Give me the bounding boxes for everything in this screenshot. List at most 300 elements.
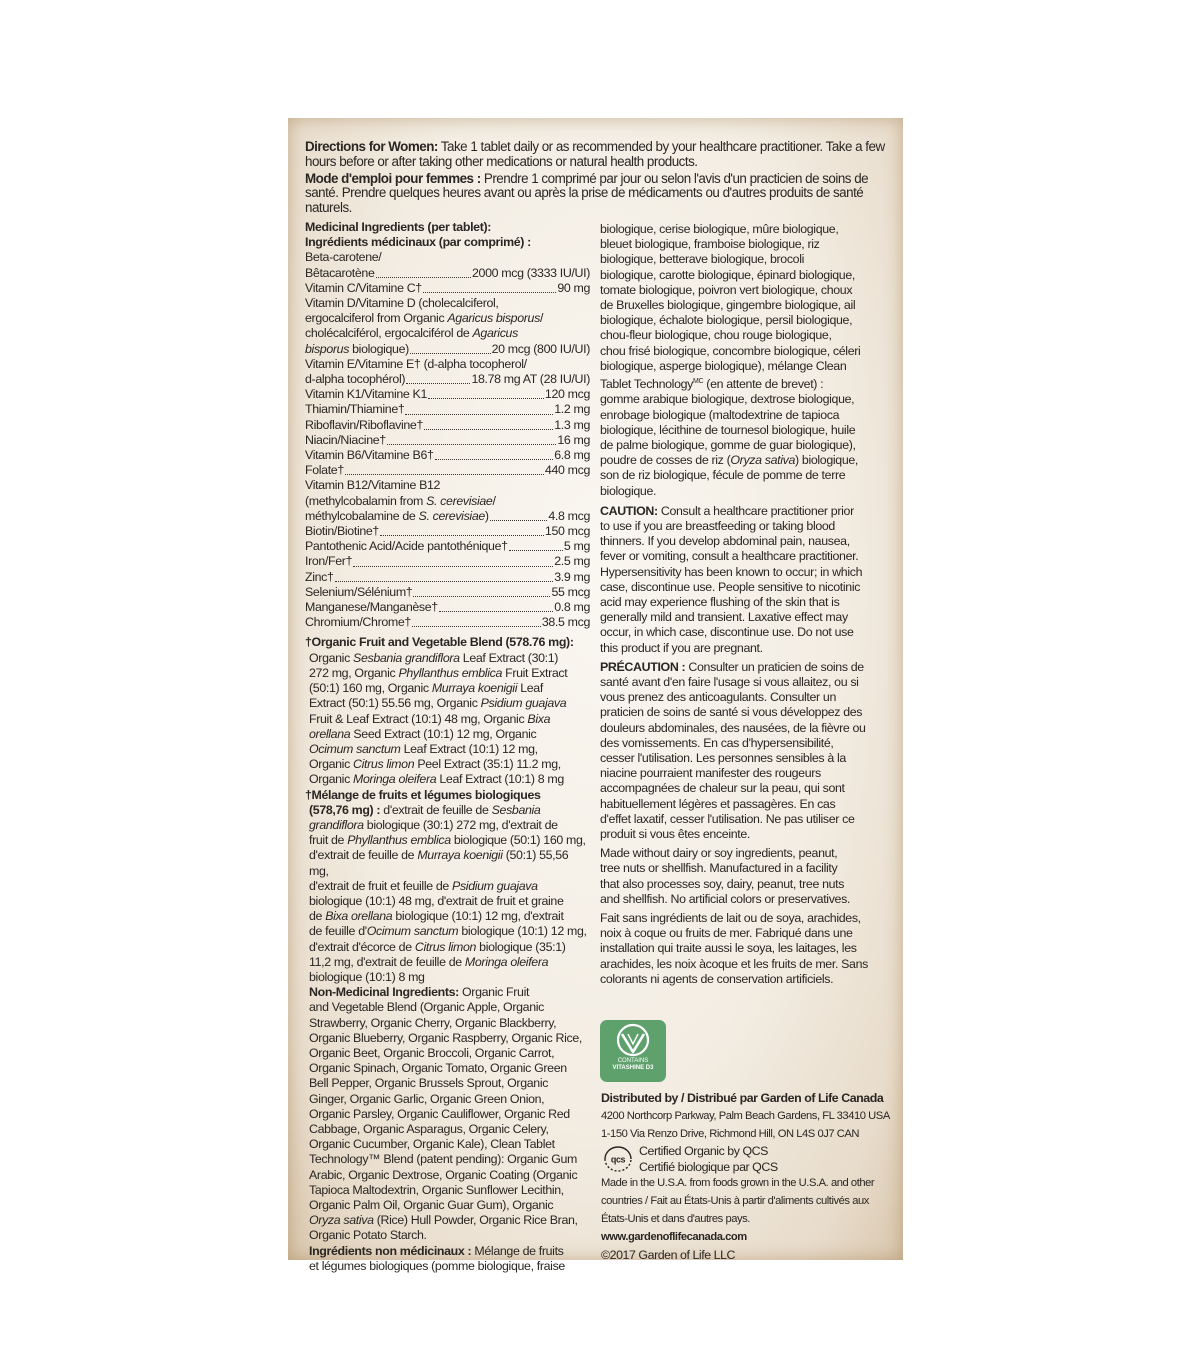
text-line — [600, 453, 885, 468]
text-span: Organic — [309, 650, 354, 665]
text-span: cholécalciférol, ergocalciférol de — [305, 326, 473, 341]
text-line — [309, 742, 590, 757]
ingredient-row — [305, 509, 590, 524]
ingredient-row — [305, 372, 590, 387]
ingredient-amount: 440 mcg — [544, 463, 590, 478]
text-span: case, discontinue use. People sensitive to nicotinic — [600, 579, 861, 594]
ingredient-rows-group — [305, 387, 590, 478]
italic-span: Ocimum sanctum — [366, 924, 459, 939]
ingredient-line: Vitamin B12/Vitamine B12 — [305, 478, 441, 493]
text-span: Leaf Extract (10:1) 8 mg — [436, 772, 564, 787]
badge-line1: CONTAINS — [617, 1058, 649, 1064]
ingredient-line — [305, 494, 590, 509]
text-line — [309, 651, 590, 666]
text-span: Arabic, Organic Dextrose, Organic Coating (Organic — [309, 1167, 578, 1182]
ingredient-row — [305, 266, 590, 281]
text-span: this product if you are pregnant. — [600, 640, 763, 655]
text-line — [600, 580, 885, 595]
text-line: tomate biologique, poivron vert biologique, choux — [600, 282, 853, 297]
ingredient-row — [305, 342, 590, 357]
dot-leader — [509, 550, 563, 551]
text-span: poudre de cosses de riz ( — [600, 453, 731, 468]
ingredient-name: Vitamin C/Vitamine C† — [305, 280, 422, 295]
ingredient-name: d-alpha tocophérol) — [305, 372, 406, 387]
caution-block — [600, 504, 885, 656]
text-line — [309, 955, 590, 970]
text-line — [309, 879, 590, 894]
text-line: de palme biologique, gomme de guar biologique), — [600, 437, 856, 452]
text-line — [309, 1198, 590, 1213]
text-span: (en attente de brevet) : — [703, 377, 824, 392]
text-span: Technology™ Blend (patent pending): Organic Gum — [309, 1152, 578, 1167]
text-span: Organic — [309, 772, 354, 787]
text-line — [600, 751, 885, 766]
ingredient-name: Zinc† — [305, 569, 334, 584]
dot-leader — [335, 581, 554, 582]
text-span: des vomissements. En cas d'hypersensibilité, — [600, 735, 834, 750]
address-us: 4200 Northcorp Parkway, Palm Beach Gardens, FL 33410 USA — [601, 1109, 890, 1122]
text-span: Consulter un praticien de soins de — [685, 659, 864, 674]
text-line: biologique, lécithine de tournesol biologique, huile — [600, 422, 856, 437]
text-span: Seed Extract (10:1) 12 mg, Organic — [350, 726, 537, 741]
dot-leader — [412, 626, 541, 627]
ingredient-amount: 6.8 mg — [554, 448, 590, 463]
text-span: Tablet Technology — [600, 377, 694, 392]
precaution-block — [600, 660, 885, 842]
text-line: chou-fleur biologique, chou rouge biologique, — [600, 328, 832, 343]
text-span: Organic Cucumber, Organic Kale), Clean Tablet — [309, 1137, 555, 1152]
vitashine-badge — [600, 1020, 666, 1082]
cert-en: Certified Organic by QCS — [639, 1144, 768, 1159]
text-line — [600, 595, 885, 610]
text-line — [309, 1031, 590, 1046]
text-line: and shellfish. No artificial colors or preservatives. — [600, 891, 851, 906]
text-span: ) biologique, — [795, 453, 859, 468]
ingredient-name: Biotin/Biotine† — [305, 524, 379, 539]
precaution-label: PRÉCAUTION : — [600, 659, 686, 674]
ingredient-row — [305, 387, 590, 402]
text-span: Extract (50:1) 55.56 mg, Organic — [309, 696, 481, 711]
qcs-logo-icon — [601, 1144, 635, 1174]
distribution-block — [601, 1090, 891, 1264]
ingredient-amount: 55 mcg — [551, 584, 590, 599]
italic-span: Ocimum sanctum — [309, 741, 401, 756]
directions-fr-text: Prendre 1 comprimé par jour ou selon l'avis d'un practicien de soins de santé. Prendre quelques heures avant ou après la prise de médicaments ou d'autres produits de santé naturels. — [305, 170, 869, 216]
text-span: d'extrait d'écorce de — [309, 939, 415, 954]
text-span: biologique) — [349, 341, 409, 356]
ingredient-row — [305, 281, 590, 296]
ingredient-name: Pantothenic Acid/Acide pantothénique† — [305, 539, 508, 554]
distribution-heading: Distributed by / Distribué par Garden of Life Canada — [601, 1091, 884, 1105]
text-line — [309, 1000, 590, 1015]
text-line — [309, 1046, 590, 1061]
text-line — [600, 736, 885, 751]
blend-en-text — [305, 651, 590, 788]
italic-span: Citrus limon — [414, 939, 477, 954]
superscript: MC — [693, 378, 704, 386]
text-span: de — [309, 909, 326, 924]
ingredient-row — [305, 615, 590, 630]
text-line — [600, 766, 885, 781]
ingredient-name: Chromium/Chrome† — [305, 615, 411, 630]
text-span: produit si vous êtes enceinte. — [600, 827, 750, 842]
text-line — [600, 519, 885, 534]
text-line: tree nuts or shellfish. Manufactured in a facility — [600, 861, 838, 876]
ingredient-name: Folate† — [305, 463, 344, 478]
ingredient-row — [305, 570, 590, 585]
text-line — [600, 721, 885, 736]
text-span: Organic Blueberry, Organic Raspberry, Organic Rice, — [309, 1030, 582, 1045]
text-span: cesser l'utilisation. Les personnes sensibles à la — [600, 751, 846, 766]
text-line: gomme arabique biologique, dextrose biologique, — [600, 392, 855, 407]
ingredient-name — [305, 342, 409, 357]
non-medicinal-en — [305, 985, 590, 1243]
dot-leader — [424, 429, 553, 430]
text-span: Organic Parsley, Organic Cauliflower, Organic Red — [309, 1106, 570, 1121]
directions-en-text: Take 1 tablet daily or as recommended by your healthcare practitioner. Take a few hours before or after taking other medications or natural health products. — [305, 139, 885, 169]
text-line — [309, 1107, 590, 1122]
italic-span: S. cerevisiae — [418, 508, 485, 523]
text-line: noix à coque ou fruits de mer. Fabriqué dans une — [600, 926, 853, 941]
ingredient-name: Vitamin B6/Vitamine B6† — [305, 448, 434, 463]
text-span: d'extrait de feuille de — [380, 802, 492, 817]
text-line — [309, 681, 590, 696]
text-line — [600, 565, 885, 580]
ingredient-row — [305, 463, 590, 478]
text-span: praticien de soins de santé si vous développez des — [600, 705, 863, 720]
text-span: fever or vomiting, consult a healthcare practitioner. — [600, 549, 859, 564]
text-span: Mélange de fruits — [471, 1243, 564, 1258]
ingredient-line — [305, 326, 590, 341]
italic-span: Murraya koenigii — [417, 848, 503, 863]
non-medicinal-fr-label: Ingrédients non médicinaux : — [309, 1243, 472, 1258]
dot-leader — [387, 444, 556, 445]
ingredient-row — [305, 539, 590, 554]
text-span: Fruit Extract — [502, 665, 568, 680]
italic-span: S. cerevisiae — [426, 493, 493, 508]
text-span: acid may experience flushing of the skin that is — [600, 595, 840, 609]
text-line: chou frisé biologique, concombre biologique, céleri — [600, 343, 861, 358]
italic-span: Murraya koenigii — [431, 681, 518, 696]
text-line — [309, 696, 590, 711]
text-span: ergocalciferol from Organic — [305, 311, 448, 326]
text-line — [600, 374, 885, 392]
italic-span: Psidium guajava — [480, 696, 567, 711]
italic-span: Moringa oleifera — [464, 954, 549, 969]
text-line — [600, 827, 885, 842]
text-span: Organic Beet, Organic Broccoli, Organic Carrot, — [309, 1045, 555, 1060]
text-line — [600, 705, 885, 720]
text-span: Hypersensitivity has been known to occur; in which — [600, 564, 863, 579]
ingredient-name: Selenium/Sélénium† — [305, 584, 413, 599]
italic-span: Phyllanthus emblica — [347, 833, 451, 848]
medicinal-heading-fr: Ingrédients médicinaux (par comprimé) : — [305, 235, 531, 250]
text-line: installation qui traite aussi le soya, les laitages, les — [600, 941, 857, 956]
text-span: Ginger, Organic Garlic, Organic Green Onion, — [309, 1091, 545, 1106]
ingredient-amount: 20 mcg (800 IU/UI) — [491, 341, 590, 356]
text-line — [600, 504, 885, 519]
text-line — [309, 924, 590, 939]
ingredient-amount: 2.5 mg — [554, 554, 590, 569]
text-span: generally mild and transient. Laxative effect may — [600, 610, 848, 625]
text-span: biologique (10:1) 12 mg, d'extrait — [392, 909, 564, 924]
ingredient-amount: 4.8 mcg — [548, 508, 590, 523]
text-line — [309, 1061, 590, 1076]
ingredient-amount: 18.78 mg AT (28 IU/UI) — [471, 372, 590, 387]
text-span: d'extrait de fruit et feuille de — [309, 878, 453, 893]
text-span: Peel Extract (35:1) 11.2 mg, — [414, 757, 561, 772]
ingredient-line: Vitamin D/Vitamine D (cholecalciferol, — [305, 296, 499, 311]
ingredient-name: Manganese/Manganèse† — [305, 600, 438, 615]
text-line: biologique, cerise biologique, mûre biologique, — [600, 222, 839, 236]
text-span: (methylcobalamin from — [305, 493, 427, 508]
ingredient-amount: 5 mg — [563, 539, 590, 554]
ingredient-name: Thiamin/Thiamine† — [305, 402, 405, 417]
text-line — [600, 610, 885, 625]
blend-fr-heading: †Mélange de fruits et légumes biologiques — [305, 787, 541, 802]
text-line — [309, 985, 590, 1000]
ingredient-row — [305, 448, 590, 463]
ingredient-row — [305, 524, 590, 539]
vitashine-v-icon — [600, 1020, 666, 1060]
dot-leader — [428, 398, 544, 399]
ingredient-row — [305, 418, 590, 433]
dot-leader — [345, 474, 544, 475]
text-span: d'extrait de feuille de — [309, 848, 418, 863]
text-line — [309, 940, 590, 955]
text-line — [309, 727, 590, 742]
non-medicinal-en-label: Non-Medicinal Ingredients: — [309, 985, 459, 1000]
ingredient-amount: 0.8 mg — [554, 600, 590, 615]
ingredient-amount: 16 mg — [557, 432, 590, 447]
text-line: colorants ni agents de conservation artificiels. — [600, 971, 834, 986]
blend-fr-weight: (578,76 mg) : — [309, 802, 381, 817]
text-span: d'effet laxatif, cesser l'utilisation. Ne pas utiliser ce — [600, 811, 855, 826]
text-span: biologique (10:1) 12 mg, — [458, 924, 587, 939]
text-line — [309, 666, 590, 681]
text-span: to use if you are breastfeeding or taking blood — [600, 518, 835, 533]
text-span: 272 mg, Organic — [309, 665, 399, 680]
text-span: (Rice) Hull Powder, Organic Rice Bran, — [373, 1213, 578, 1228]
text-line — [309, 1076, 590, 1091]
text-line — [600, 549, 885, 564]
text-span: États-Unis et dans d'autres pays. — [601, 1212, 750, 1225]
italic-span: Sesbania grandiflora — [353, 650, 460, 665]
text-span: biologique (10:1) 48 mg, d'extrait de fruit et graine — [309, 893, 564, 908]
made-line: countries / Fait au États-Unis à partir d'aliments cultivés aux — [601, 1195, 869, 1208]
text-span: santé avant d'en faire l'usage si vous allaitez, ou si — [600, 675, 859, 690]
cert-fr: Certifié biologique par QCS — [639, 1160, 778, 1175]
allergen-en-block — [600, 846, 885, 907]
text-line: biologique, carotte biologique, épinard biologique, — [600, 267, 855, 282]
text-line — [309, 757, 590, 772]
text-span: vous prenez des anticoagulants. Consulter un — [600, 690, 837, 705]
text-line: Fait sans ingrédients de lait ou de soya, arachides, — [600, 911, 861, 926]
text-line: Made without dairy or soy ingredients, peanut, — [600, 846, 838, 861]
ingredient-name: Iron/Fer† — [305, 554, 353, 569]
text-span: Organic Palm Oil, Organic Guar Gum), Organic — [309, 1198, 554, 1212]
italic-span: Bixa orellana — [325, 909, 393, 924]
ingredient-amount: 150 mcg — [544, 524, 590, 539]
text-line — [309, 1168, 590, 1183]
text-span: douleurs abdominales, des nausées, de la fièvre ou — [600, 720, 866, 735]
text-span: Leaf — [517, 681, 543, 696]
text-line: arachides, les noix àcoque et les fruits de mer. Sans — [600, 956, 868, 971]
ingredient-row — [305, 554, 590, 569]
non-medicinal-fr — [305, 1244, 590, 1274]
ingredient-amount: 120 mcg — [544, 387, 590, 402]
text-span: Leaf Extract (10:1) 12 mg, — [400, 741, 538, 756]
text-span: Tapioca Maltodextrin, Organic Sunflower Lecithin, — [309, 1182, 564, 1197]
text-line — [309, 894, 590, 909]
text-line — [309, 848, 590, 878]
text-line — [309, 970, 590, 985]
text-span: 11,2 mg, d'extrait de feuille de — [309, 954, 465, 969]
text-line: enrobage biologique (maltodextrine de tapioca — [600, 407, 840, 422]
dot-leader — [413, 596, 550, 597]
qcs-certification — [601, 1143, 891, 1175]
text-line — [309, 1122, 590, 1137]
ingredient-line: Beta-carotene/ — [305, 250, 382, 265]
ingredient-amount: 1.3 mg — [554, 417, 590, 432]
text-line — [309, 1137, 590, 1152]
italic-span: bisporus — [305, 341, 350, 356]
text-line — [600, 675, 885, 690]
blend-en-heading: †Organic Fruit and Vegetable Blend (578.76 mg): — [305, 635, 574, 650]
text-span: de feuille d' — [309, 924, 367, 939]
ingredient-line: Vitamin E/Vitamine E† (d-alpha tocopherol/ — [305, 356, 527, 371]
copyright: ©2017 Garden of Life LLC — [601, 1247, 736, 1262]
text-span: biologique (35:1) — [476, 939, 566, 954]
address-ca: 1-150 Via Renzo Drive, Richmond Hill, ON L4S 0J7 CAN — [601, 1127, 860, 1140]
ingredient-row — [305, 433, 590, 448]
text-line — [600, 781, 885, 796]
text-line — [600, 534, 885, 549]
ingredient-amount: 90 mg — [557, 280, 590, 295]
text-span: biologique (10:1) 8 mg — [309, 969, 425, 984]
non-medicinal-fr-continued — [600, 222, 885, 499]
text-line: biologique, asperge biologique), mélange Clean — [600, 358, 847, 373]
ingredient-amount: 38.5 mcg — [541, 615, 590, 630]
italic-span: orellana — [309, 726, 351, 741]
ingredient-amount: 1.2 mg — [554, 402, 590, 417]
text-line: son de riz biologique, fécule de pomme de terre — [600, 468, 846, 483]
text-span: Fruit & Leaf Extract (10:1) 48 mg, Organic — [309, 711, 528, 726]
italic-span: Agaricus — [472, 326, 518, 341]
text-line — [309, 1092, 590, 1107]
text-line — [309, 909, 590, 924]
directions-en-label: Directions for Women: — [305, 139, 438, 154]
text-span: biologique (30:1) 272 mg, d'extrait de — [363, 817, 558, 832]
text-line — [600, 625, 885, 640]
medicinal-heading-en: Medicinal Ingredients (per tablet): — [305, 220, 492, 234]
italic-span: Bixa — [527, 711, 551, 726]
text-span: Bell Pepper, Organic Brussels Sprout, Organic — [309, 1076, 549, 1091]
text-span: (50:1) 55,56 mg, — [309, 848, 569, 878]
text-span: Consult a healthcare practitioner prior — [657, 503, 854, 518]
ingredient-name: Niacin/Niacine† — [305, 432, 386, 447]
text-span: thinners. If you develop abdominal pain, nausea, — [600, 534, 850, 549]
text-span: ) — [484, 508, 489, 523]
text-span: méthylcobalamine de — [305, 508, 419, 523]
text-line: Organic Potato Starch. — [309, 1228, 427, 1243]
text-span: and Vegetable Blend (Organic Apple, Organic — [309, 1000, 544, 1015]
italic-span: Phyllanthus emblica — [398, 665, 503, 680]
text-line: biologique. — [600, 483, 657, 498]
text-line — [600, 797, 885, 812]
text-line — [600, 660, 885, 675]
text-span: Organic — [309, 757, 354, 772]
text-line: that also processes soy, dairy, peanut, tree nuts — [600, 876, 845, 891]
ingredient-amount: 2000 mcg (3333 IU/UI) — [472, 265, 590, 280]
ingredient-row — [305, 402, 590, 417]
text-line — [309, 712, 590, 727]
italic-span: Agaricus bisporus — [447, 311, 540, 326]
ingredient-name: Vitamin K1/Vitamine K1 — [305, 387, 428, 402]
dot-leader — [380, 535, 544, 536]
text-line — [309, 772, 590, 787]
website-link[interactable]: www.gardenoflifecanada.com — [601, 1230, 747, 1243]
text-line — [309, 1183, 590, 1198]
text-span: (50:1) 160 mg, Organic — [309, 681, 432, 696]
text-span: Strawberry, Organic Cherry, Organic Blackberry, — [309, 1015, 557, 1030]
text-line — [309, 1016, 590, 1031]
blend-fr-text — [305, 803, 590, 985]
text-span: Organic Spinach, Organic Tomato, Organic Green — [309, 1061, 567, 1076]
text-span: accompagnées de chaleur sur la peau, qui sont — [600, 781, 845, 796]
dot-leader — [353, 566, 553, 567]
text-line: biologique, betterave biologique, brocoli — [600, 252, 805, 267]
text-line — [309, 1152, 590, 1167]
ingredient-name: Riboflavin/Riboflavine† — [305, 417, 423, 432]
ingredients-column-right — [600, 222, 885, 991]
dot-leader — [439, 611, 553, 612]
qcs-logo-text: qcs — [610, 1154, 626, 1165]
directions-block — [305, 140, 890, 218]
text-line — [309, 803, 590, 818]
text-line — [309, 833, 590, 848]
italic-span: Citrus limon — [353, 757, 415, 772]
text-line — [309, 818, 590, 833]
dot-leader — [405, 414, 553, 415]
ingredient-amount: 3.9 mg — [554, 569, 590, 584]
badge-line2: VITASHINE D3 — [612, 1065, 654, 1071]
text-span: occur, in which case, discontinue use. Do not use — [600, 625, 854, 640]
text-span: / — [539, 311, 544, 326]
text-line: biologique, échalote biologique, persil biologique, — [600, 313, 853, 328]
dot-leader — [435, 459, 554, 460]
text-line: de Bruxelles biologique, gingembre biologique, ail — [600, 298, 856, 313]
ingredient-line — [305, 311, 590, 326]
text-line — [600, 641, 885, 656]
italic-span: Psidium guajava — [452, 878, 538, 893]
ingredient-rows-group — [305, 524, 590, 630]
directions-fr-label: Mode d'emploi pour femmes : — [305, 170, 481, 186]
text-span: Organic Fruit — [458, 985, 530, 1000]
text-line — [600, 690, 885, 705]
text-line — [600, 812, 885, 827]
text-line: et légumes biologiques (pomme biologique, fraise — [309, 1258, 565, 1273]
made-line — [601, 1211, 891, 1247]
text-line: bleuet biologique, framboise biologique, riz — [600, 237, 820, 252]
text-span: fruit de — [309, 833, 348, 848]
text-span: / — [492, 493, 496, 508]
italic-span: Moringa oleifera — [353, 772, 437, 787]
text-span: Cabbage, Organic Asparagus, Organic Celery, — [309, 1121, 549, 1136]
ingredient-name: Bêtacarotène — [305, 265, 375, 280]
ingredient-row — [305, 585, 590, 600]
text-span: habituellement légères et passagères. En cas — [600, 796, 836, 811]
